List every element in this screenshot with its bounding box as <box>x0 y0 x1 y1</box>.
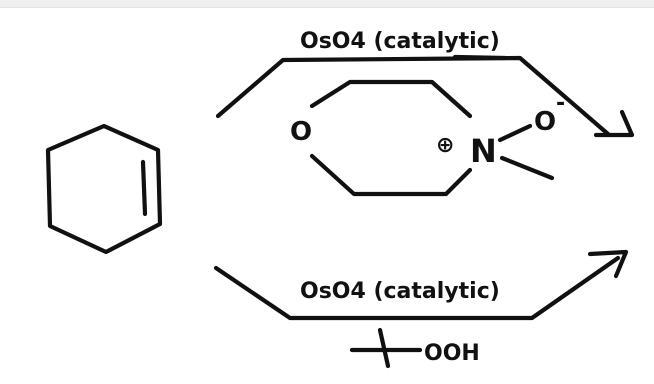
n-oxide-negative-charge: - <box>556 91 566 116</box>
nmo-nitrogen: N <box>470 132 497 170</box>
nmo-ring-oxygen: O <box>290 117 313 147</box>
double-bond-line <box>143 162 145 214</box>
cyclohexene-structure <box>48 126 160 252</box>
upper-label-underline <box>455 57 505 58</box>
nmo-structure <box>290 82 565 194</box>
tbhp-structure <box>352 330 480 366</box>
nmo-ring-bottom <box>312 156 470 194</box>
n-oxide-oxygen: O <box>534 107 557 137</box>
upper-reagent-label: OsO4 (catalytic) <box>300 29 500 54</box>
upper-reaction-arrow <box>218 58 632 135</box>
nmo-ring-top <box>312 82 470 116</box>
lower-reagent-label: OsO4 (catalytic) <box>300 279 500 304</box>
nmo-positive-charge: ⊕ <box>436 133 455 158</box>
upper-arrowhead <box>596 112 632 135</box>
n-methyl-bond <box>502 158 552 178</box>
n-oxide-bond <box>500 126 530 140</box>
tbhp-hydroperoxy-group: OOH <box>424 341 480 366</box>
